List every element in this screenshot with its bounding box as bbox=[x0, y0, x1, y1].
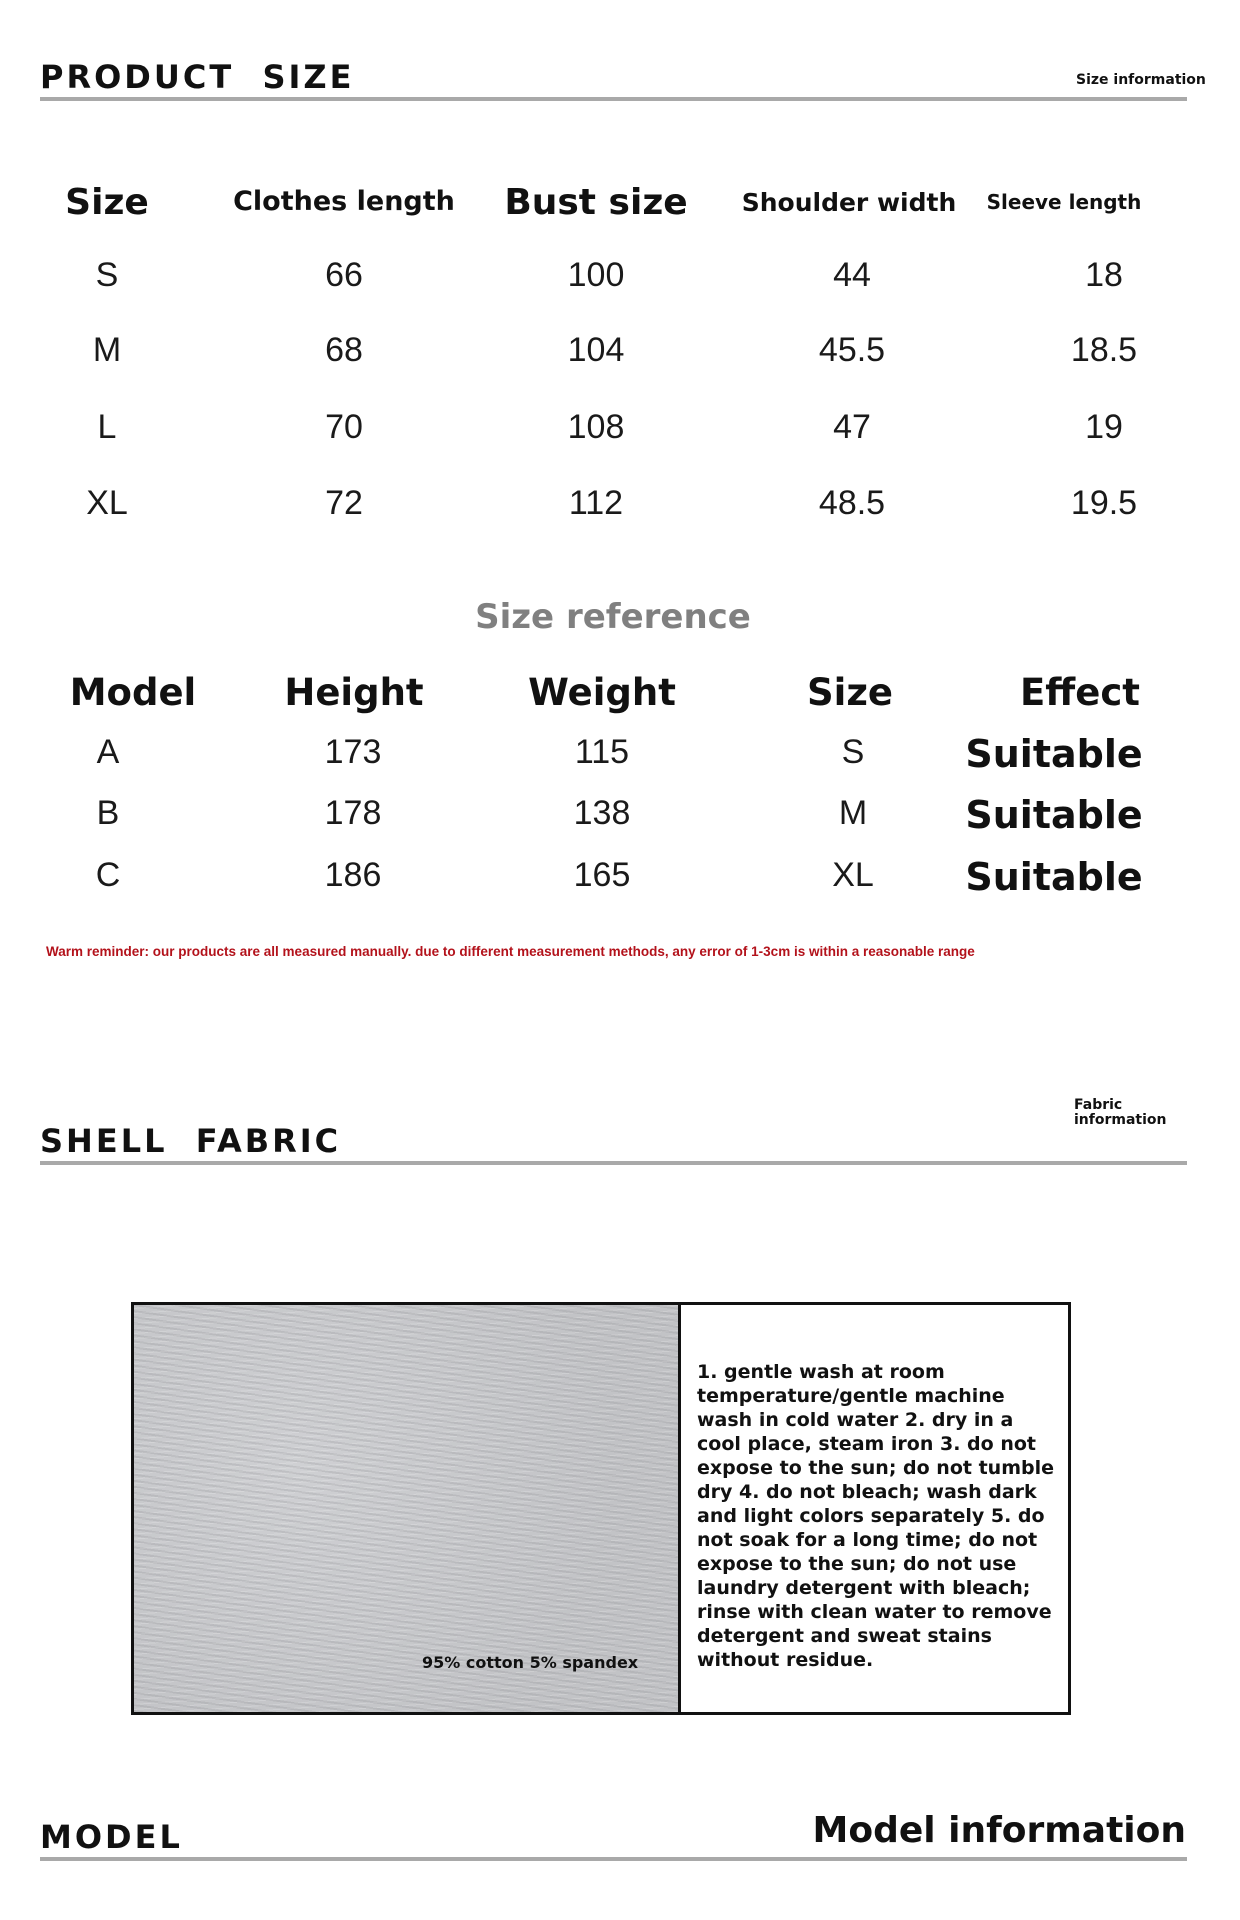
size-cell: 47 bbox=[833, 408, 871, 446]
header-weight: Weight bbox=[528, 671, 676, 714]
size-information-label: Size information bbox=[1076, 72, 1206, 88]
header-size: Size bbox=[65, 182, 149, 223]
size-cell: 66 bbox=[325, 256, 363, 294]
reference-cell: 115 bbox=[574, 733, 630, 771]
size-cell: 68 bbox=[325, 331, 363, 369]
product-size-title: PRODUCT SIZE bbox=[40, 58, 355, 96]
reference-cell: S bbox=[841, 733, 865, 771]
header-clothes-length: Clothes length bbox=[233, 186, 455, 217]
size-cell: 100 bbox=[567, 256, 625, 294]
size-cell: XL bbox=[86, 484, 128, 522]
effect-cell: Suitable bbox=[965, 855, 1143, 899]
fabric-composition: 95% cotton 5% spandex bbox=[422, 1653, 639, 1672]
size-cell: 18 bbox=[1085, 256, 1123, 294]
header-bust-size: Bust size bbox=[504, 182, 688, 223]
header-height: Height bbox=[284, 671, 424, 714]
size-cell: M bbox=[92, 331, 122, 369]
header-effect: Effect bbox=[1020, 671, 1140, 714]
size-cell: 112 bbox=[568, 484, 624, 522]
reference-cell: A bbox=[96, 733, 120, 771]
size-cell: 18.5 bbox=[1070, 331, 1138, 369]
header-shoulder-width: Shoulder width bbox=[741, 188, 957, 217]
header-sleeve-length: Sleeve length bbox=[986, 190, 1142, 214]
size-cell: 108 bbox=[567, 408, 625, 446]
reference-cell: B bbox=[96, 794, 120, 832]
size-cell: L bbox=[97, 408, 117, 446]
fabric-swatch-image bbox=[134, 1305, 681, 1712]
header-ref-size: Size bbox=[807, 671, 893, 714]
reference-cell: 186 bbox=[324, 856, 382, 894]
reference-cell: M bbox=[838, 794, 868, 832]
reference-cell: 165 bbox=[573, 856, 631, 894]
size-cell: 45.5 bbox=[818, 331, 886, 369]
size-reference-title: Size reference bbox=[475, 597, 751, 637]
size-cell: 19 bbox=[1085, 408, 1123, 446]
shell-fabric-title: SHELL FABRIC bbox=[40, 1122, 342, 1160]
size-cell: 104 bbox=[567, 331, 625, 369]
size-cell: S bbox=[95, 256, 119, 294]
warm-reminder: Warm reminder: our products are all measured manually. due to different measurement methods, any error of 1-3cm is within a reasonable range bbox=[46, 944, 975, 959]
model-information-label: Model information bbox=[812, 1810, 1186, 1851]
care-instructions: 1. gentle wash at room temperature/gentle machine wash in cold water 2. dry in a cool place, steam iron 3. do not expose to the sun; do not tumble dry 4. do not bleach; wash dark and light colors separately 5. do not soak for a long time; do not expose to the sun; do not use laundry detergent with bleach; rinse with clean water to remove detergent and sweat stains without residue. bbox=[697, 1361, 1054, 1671]
header-model: Model bbox=[69, 671, 197, 714]
section-divider bbox=[40, 1161, 1187, 1165]
reference-cell: 173 bbox=[324, 733, 382, 771]
model-title: MODEL bbox=[40, 1818, 183, 1856]
reference-cell: 178 bbox=[324, 794, 382, 832]
reference-cell: C bbox=[95, 856, 121, 894]
section-divider bbox=[40, 1857, 1187, 1861]
reference-cell: XL bbox=[832, 856, 874, 894]
fabric-information-label: Fabric information bbox=[1074, 1097, 1167, 1128]
section-divider bbox=[40, 97, 1187, 101]
size-cell: 44 bbox=[833, 256, 871, 294]
size-cell: 72 bbox=[325, 484, 363, 522]
size-cell: 48.5 bbox=[818, 484, 886, 522]
fabric-card bbox=[131, 1302, 1071, 1715]
reference-cell: 138 bbox=[573, 794, 631, 832]
effect-cell: Suitable bbox=[965, 732, 1143, 776]
effect-cell: Suitable bbox=[965, 793, 1143, 837]
size-cell: 19.5 bbox=[1070, 484, 1138, 522]
size-cell: 70 bbox=[325, 408, 363, 446]
